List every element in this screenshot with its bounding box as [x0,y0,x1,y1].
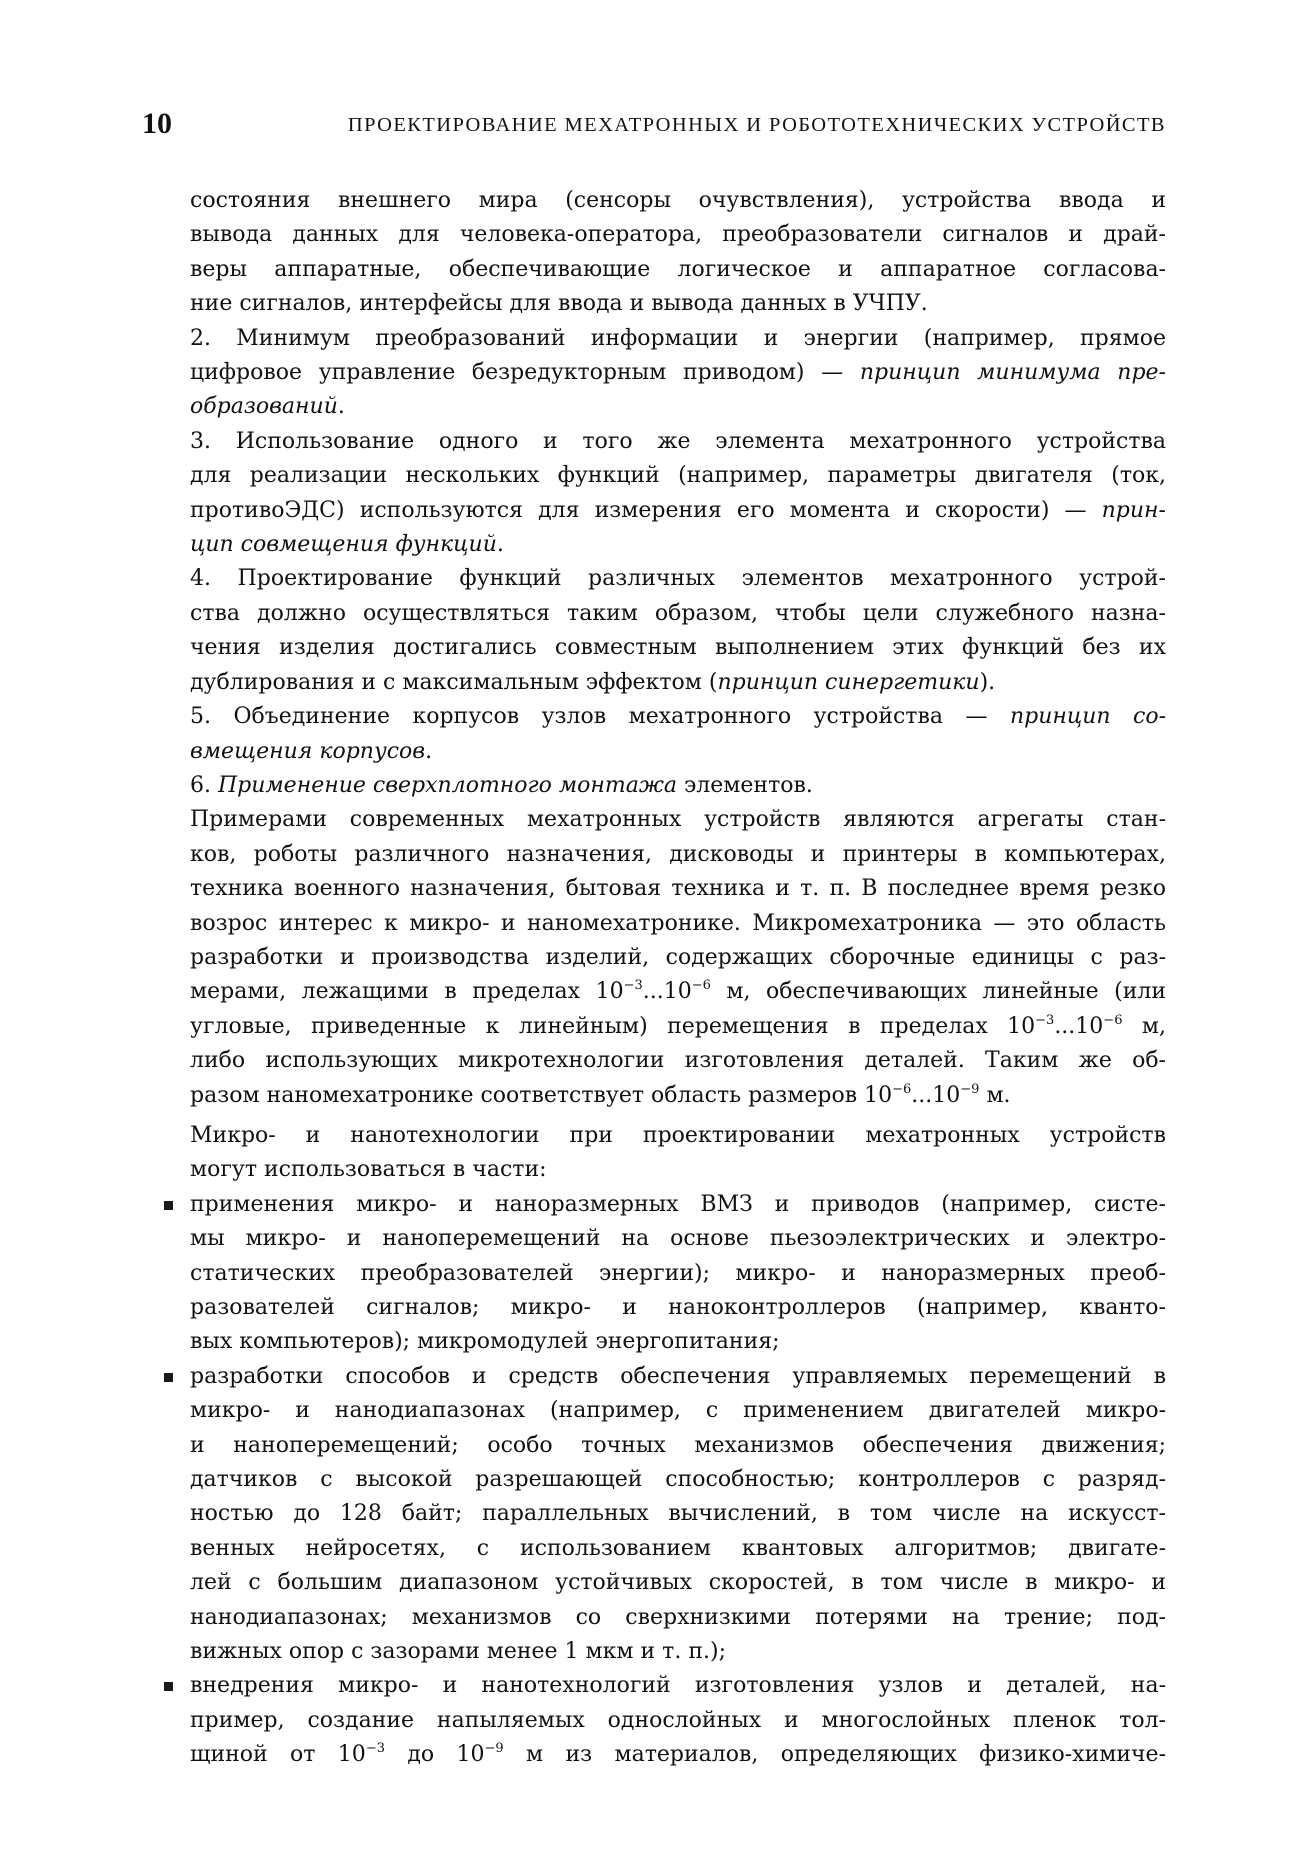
text-line: 2. Минимум преобразований информации и энергии (например, прямое [190,325,1166,351]
text-line: чения изделия достигались совместным выполнением этих функций без их [190,635,1166,661]
text-line: нанодиапазонах; механизмов со сверхнизкими потерями на трение; под- [190,1604,1166,1630]
text-line: вывода данных для человека-оператора, преобразователи сигналов и драй- [190,222,1166,248]
principle-5 [190,700,1166,769]
text-line: разработки способов и средств обеспечения управляемых перемещений в [190,1363,1166,1389]
principle-name: принцип синергетики [717,669,980,695]
bullet-icon [164,1373,173,1382]
text-line: дублирования и с максимальным эффектом (принцип синергетики). [190,669,996,695]
text-line: Примерами современных мехатронных устройств являются агрегаты стан- [190,807,1166,833]
text-line: вмещения корпусов. [190,738,433,764]
bullet-list [190,1188,1166,1773]
list-item [190,1669,1166,1772]
principle-3 [190,425,1166,563]
text-line: вых компьютеров); микромодулей энергопитания; [190,1329,780,1355]
bullet-icon [164,1682,173,1691]
text-line: разработки и производства изделий, содержащих сборочные единицы с раз- [190,944,1166,970]
text-line: разователей сигналов; микро- и наноконтроллеров (например, кванто- [190,1295,1166,1320]
principle-name: вмещения корпусов [190,738,426,764]
text-line: 5. Объединение корпусов узлов мехатронного устройства — принцип со- [190,704,1167,730]
text-line: ства должно осуществляться таким образом, чтобы цели служебного назна- [190,600,1166,626]
text-line: техника военного назначения, бытовая техника и т. п. В последнее время резко [190,876,1166,902]
principle-name: цип совмещения функций [190,532,497,558]
text-line: могут использоваться в части: [190,1157,547,1183]
text-line: щиной от $10^{-3}$ до $10^{-9}$ м из материалов, определяющих физико-химиче- [190,1741,1166,1768]
text-line: статических преобразователей энергии); микро- и наноразмерных преоб- [190,1260,1166,1286]
text-line: ностью до 128 байт; параллельных вычислений, в том числе на искусст- [190,1501,1166,1527]
text-line: 4. Проектирование функций различных элементов мехатронного устрой- [190,566,1166,592]
principle-name: Применение сверхплотного монтажа [218,772,677,798]
text-line: разом наномехатронике соответствует область размеров $10^{-6}...10^{-9}$ м. [190,1081,1011,1108]
running-title: ПРОЕКТИРОВАНИЕ МЕХАТРОННЫХ И РОБОТОТЕХНИЧЕСКИХ УСТРОЙСТВ [347,114,1166,136]
text-line: пример, создание напыляемых однослойных и многослойных пленок тол- [190,1707,1166,1733]
principle-name: принцип со- [1009,704,1167,730]
page-number: 10 [142,107,172,140]
text-line: для реализации нескольких функций (например, параметры двигателя (ток, [190,463,1166,489]
principle-name: образований [190,394,338,420]
principle-2 [190,322,1166,425]
principle-name: принцип минимума пре- [859,360,1166,386]
text-line: 6. Применение сверхплотного монтажа элементов. [190,772,813,798]
list-item [190,1360,1166,1670]
text-line: мерами, лежащими в пределах $10^{-3}...10^{-6}$ м, обеспечивающих линейные (или [190,978,1166,1005]
text-line: веры аппаратные, обеспечивающие логическое и аппаратное согласова- [190,256,1166,282]
text-line: и наноперемещений; особо точных механизмов обеспечения движения; [190,1432,1166,1458]
bullet-icon [164,1201,173,1210]
text-line: образований. [190,394,345,420]
text-line: Микро- и нанотехнологии при проектировании мехатронных устройств [190,1122,1166,1148]
text-line: лей с большим диапазоном устойчивых скоростей, в том числе в микро- и [190,1570,1166,1596]
principle-4 [190,562,1166,700]
text-line: ков, роботы различного назначения, дисководы и принтеры в компьютерах, [190,841,1166,867]
text-line: возрос интерес к микро- и наномехатронике. Микромехатроника — это область [190,910,1166,936]
principle-name: прин- [1101,497,1166,523]
text-line: цип совмещения функций. [190,532,504,558]
text-line: угловые, приведенные к линейным) перемещения в пределах $10^{-3}...10^{-6}$ м, [190,1012,1166,1039]
text-line: применения микро- и наноразмерных ВМЗ и приводов (например, систе- [190,1191,1166,1217]
paragraph-micro-nano [190,1119,1166,1188]
text-line: датчиков с высокой разрешающей способностью; контроллеров с разряд- [190,1467,1166,1493]
text-line: ние сигналов, интерфейсы для ввода и вывода данных в УЧПУ. [190,291,928,317]
text-line: противоЭДС) используются для измерения его момента и скорости) — прин- [190,497,1166,523]
principle-6 [190,769,1166,803]
text-line: мы микро- и наноперемещений на основе пьезоэлектрических и электро- [190,1226,1166,1252]
text-line: микро- и нанодиапазонах (например, с применением двигателей микро- [190,1398,1166,1424]
text-line: цифровое управление безредукторным приводом) — принцип минимума пре- [190,360,1166,386]
list-item [190,1188,1166,1360]
paragraph-examples [190,803,1166,1113]
text-line: 3. Использование одного и того же элемента мехатронного устройства [190,428,1166,454]
main-text [190,184,1166,1773]
text-line: венных нейросетях, с использованием квантовых алгоритмов; двигате- [190,1535,1166,1561]
paragraph-sensors-continuation [190,184,1166,322]
text-line: состояния внешнего мира (сенсоры очувствления), устройства ввода и [190,188,1166,213]
text-line: вижных опор с зазорами менее 1 мкм и т. п.); [190,1639,726,1665]
text-line: внедрения микро- и нанотехнологий изготовления узлов и деталей, на- [190,1673,1166,1699]
page-header [142,104,1166,144]
text-line: либо использующих микротехнологии изготовления деталей. Таким же об- [190,1048,1166,1074]
